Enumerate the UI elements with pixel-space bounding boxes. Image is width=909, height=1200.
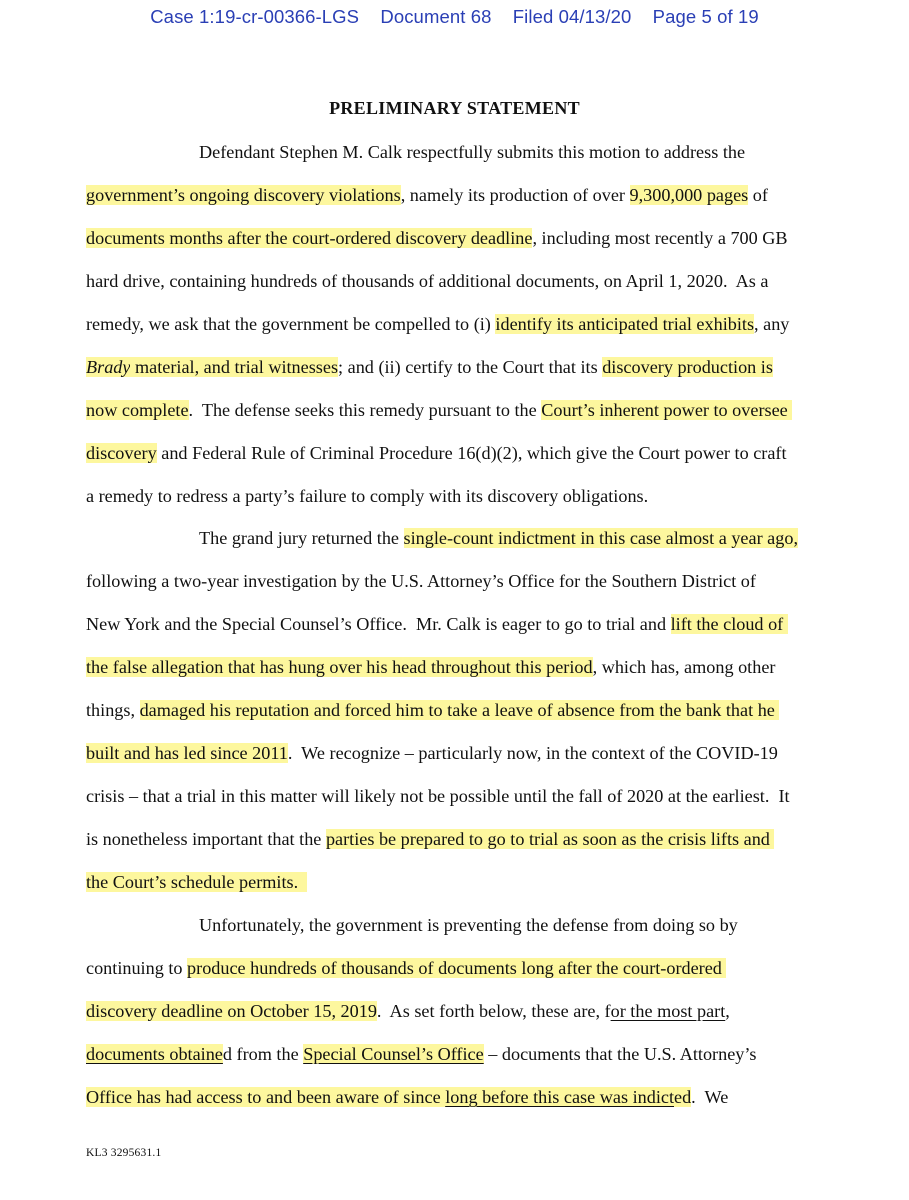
- document-id-footer: KL3 3295631.1: [86, 1147, 162, 1159]
- text-segment: ; and (ii) certify to the Court that its: [338, 357, 603, 377]
- text-line: [86, 569, 756, 593]
- text-segment: , any: [754, 314, 790, 334]
- text-segment: , including most recently a 700 GB: [532, 228, 788, 248]
- text-line: [86, 355, 773, 379]
- text-line: [86, 226, 788, 250]
- text-line: [86, 698, 779, 722]
- document-number: Document 68: [380, 6, 492, 27]
- highlighted-text: identify its anticipated trial exhibits: [495, 314, 755, 334]
- underlined-text: or the most part: [610, 1001, 726, 1021]
- text-line: [86, 827, 774, 851]
- highlighted-text: documents months after the court-ordered discovery deadline: [86, 228, 533, 248]
- text-segment: . As set forth below, these are, f: [376, 1001, 611, 1021]
- text-segment: ,: [725, 1001, 730, 1021]
- highlighted-text: produce hundreds of thousands of documents long after the court-ordered: [187, 958, 727, 978]
- text-segment: hard drive, containing hundreds of thousands of additional documents, on April 1, 2020. As a: [86, 271, 769, 291]
- text-line: [86, 484, 648, 508]
- text-segment: and Federal Rule of Criminal Procedure 16(d)(2), which give the Court power to craft: [156, 443, 787, 463]
- text-line: [86, 655, 775, 679]
- text-line: [199, 140, 745, 164]
- highlighted-text: documents obtaine: [86, 1044, 223, 1064]
- text-segment: New York and the Special Counsel’s Office. Mr. Calk is eager to go to trial and: [86, 614, 671, 634]
- text-line: [86, 398, 792, 422]
- text-segment: , which has, among other: [592, 657, 776, 677]
- text-segment: . The defense seeks this remedy pursuant to the: [188, 400, 542, 420]
- text-segment: . We recognize – particularly now, in the context of the COVID-19: [287, 743, 778, 763]
- highlighted-text: government’s ongoing discovery violations: [86, 185, 401, 205]
- text-line: [86, 269, 768, 293]
- page-number: Page 5 of 19: [652, 6, 759, 27]
- highlighted-text: 9,300,000 pages: [629, 185, 749, 205]
- highlighted-text: Special Counsel’s Office: [303, 1044, 484, 1064]
- filed-date: Filed 04/13/20: [512, 6, 632, 27]
- highlighted-text: now complete: [86, 400, 189, 420]
- text-segment: is nonetheless important that the: [86, 829, 326, 849]
- text-line: [86, 741, 778, 765]
- highlighted-text: Office has had access to and been aware of since: [86, 1087, 446, 1107]
- highlighted-text: lift the cloud of: [670, 614, 788, 634]
- highlighted-text: ed: [674, 1087, 692, 1107]
- case-header: [0, 6, 909, 28]
- text-line: [86, 183, 768, 207]
- text-segment: d from the: [222, 1044, 304, 1064]
- text-segment: . We: [691, 1087, 729, 1107]
- text-segment: Unfortunately, the government is preventing the defense from doing so by: [199, 915, 738, 935]
- text-line: [86, 784, 790, 808]
- highlighted-text: discovery production is: [602, 357, 773, 377]
- text-segment: of: [748, 185, 768, 205]
- text-segment: following a two-year investigation by the U.S. Attorney’s Office for the Southern District of: [86, 571, 756, 591]
- text-line: [86, 612, 788, 636]
- text-line: [199, 913, 738, 937]
- text-segment: a remedy to redress a party’s failure to comply with its discovery obligations.: [86, 486, 649, 506]
- case-number: Case 1:19-cr-00366-LGS: [150, 6, 360, 27]
- text-line: [199, 526, 798, 550]
- text-segment: remedy, we ask that the government be compelled to (i): [86, 314, 496, 334]
- highlighted-text: built and has led since 2011: [86, 743, 288, 763]
- highlighted-text: material, and trial witnesses: [130, 357, 339, 377]
- highlighted-text: damaged his reputation and forced him to take a leave of absence from the bank that he: [139, 700, 780, 720]
- text-segment: , namely its production of over: [400, 185, 630, 205]
- highlighted-text: long before this case was indict: [445, 1087, 674, 1107]
- highlighted-text: Brady: [86, 357, 131, 377]
- text-line: [86, 956, 726, 980]
- highlighted-text: parties be prepared to go to trial as soon as the crisis lifts and: [325, 829, 775, 849]
- highlighted-text: the Court’s schedule permits.: [86, 872, 308, 892]
- text-segment: Defendant Stephen M. Calk respectfully submits this motion to address the: [199, 142, 746, 162]
- text-segment: – documents that the U.S. Attorney’s: [483, 1044, 757, 1064]
- text-line: [86, 870, 307, 894]
- text-segment: The grand jury returned the: [199, 528, 404, 548]
- text-line: [86, 1042, 757, 1066]
- highlighted-text: the false allegation that has hung over his head throughout this period: [86, 657, 593, 677]
- text-line: [86, 312, 789, 336]
- text-segment: things,: [86, 700, 140, 720]
- text-segment: continuing to: [86, 958, 188, 978]
- highlighted-text: discovery: [86, 443, 157, 463]
- highlighted-text: discovery deadline on October 15, 2019: [86, 1001, 377, 1021]
- text-line: [86, 441, 787, 465]
- text-line: [86, 999, 730, 1023]
- text-segment: crisis – that a trial in this matter will likely not be possible until the fall of 2020 at the earliest. It: [86, 786, 790, 806]
- text-line: [86, 1085, 728, 1109]
- section-title: PRELIMINARY STATEMENT: [329, 98, 580, 118]
- highlighted-text: Court’s inherent power to oversee: [541, 400, 793, 420]
- highlighted-text: single-count indictment in this case almost a year ago,: [403, 528, 798, 548]
